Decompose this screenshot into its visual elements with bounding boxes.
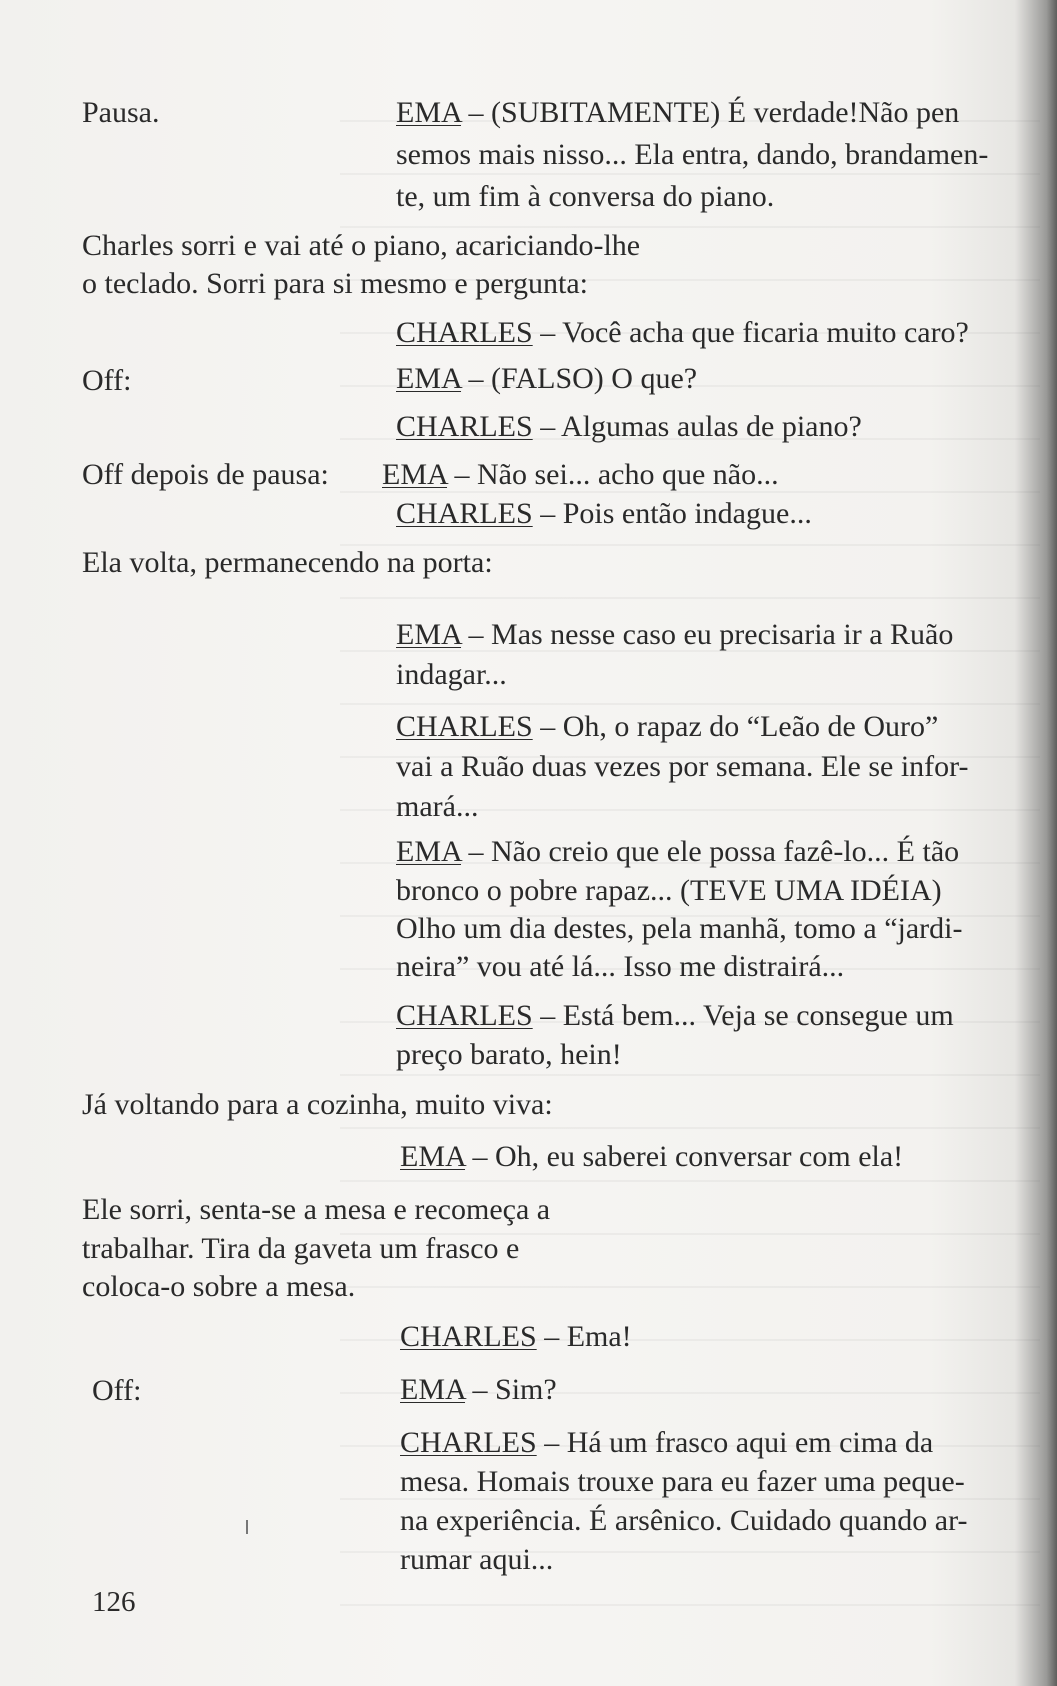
speaker-name: CHARLES — [396, 497, 533, 530]
dialogue-line — [400, 1140, 903, 1174]
stage-direction: o teclado. Sorri para si mesmo e pergunta: — [82, 267, 588, 300]
dialogue-continuation: semos mais nisso... Ela entra, dando, brandamen- — [396, 138, 989, 171]
stage-direction: Ele sorri, senta-se a mesa e recomeça a — [82, 1193, 551, 1226]
dialogue-text: – Algumas aulas de piano? — [532, 410, 862, 443]
dialogue-line — [396, 710, 938, 744]
dialogue-text: – Oh, eu saberei conversar com ela! — [465, 1140, 904, 1173]
dialogue-line — [396, 618, 953, 652]
dialogue-continuation: rumar aqui... — [400, 1543, 554, 1576]
stage-direction-pausa: Pausa. — [82, 96, 160, 129]
dialogue-text: – (SUBITAMENTE) É verdade!Não pen — [461, 96, 960, 129]
dialogue-continuation: vai a Ruão duas vezes por semana. Ele se infor- — [396, 750, 969, 783]
dialogue-line — [396, 410, 862, 444]
stage-direction: Charles sorri e vai até o piano, acariciando-lhe — [82, 229, 641, 262]
dialogue-continuation: mesa. Homais trouxe para eu fazer uma peque- — [400, 1465, 965, 1498]
dialogue-line — [396, 497, 812, 531]
speaker-name: EMA — [396, 362, 462, 395]
dialogue-line — [382, 458, 779, 492]
speaker-name: CHARLES — [396, 999, 533, 1032]
dialogue-line — [396, 96, 959, 130]
dialogue-text: – Sim? — [465, 1373, 557, 1406]
dialogue-text: – Está bem... Veja se consegue um — [532, 999, 954, 1032]
dialogue-text: – Ema! — [536, 1320, 632, 1353]
dialogue-text: – Há um frasco aqui em cima da — [536, 1426, 934, 1459]
speaker-name: EMA — [396, 618, 462, 651]
dialogue-text: – Pois então indague... — [532, 497, 812, 530]
speaker-name: EMA — [396, 835, 462, 868]
dialogue-continuation: preço barato, hein! — [396, 1038, 622, 1071]
stage-direction: Ela volta, permanecendo na porta: — [82, 546, 493, 579]
dialogue-continuation: na experiência. É arsênico. Cuidado quando ar- — [400, 1504, 968, 1537]
stage-direction: trabalhar. Tira da gaveta um frasco e — [82, 1232, 520, 1265]
dialogue-text: – Oh, o rapaz do “Leão de Ouro” — [532, 710, 939, 743]
dialogue-line — [396, 362, 697, 396]
stage-direction: coloca-o sobre a mesa. — [82, 1270, 356, 1303]
dialogue-line — [400, 1320, 632, 1354]
dialogue-text: – Você acha que ficaria muito caro? — [532, 316, 969, 349]
speaker-name: EMA — [400, 1140, 466, 1173]
dialogue-line — [400, 1426, 933, 1460]
stage-direction-off: Off: — [82, 364, 132, 397]
speaker-name: EMA — [396, 96, 462, 129]
speaker-name: CHARLES — [396, 316, 533, 349]
dialogue-text: – Mas nesse caso eu precisaria ir a Ruão — [461, 618, 954, 651]
dialogue-continuation: indagar... — [396, 658, 507, 691]
dialogue-text: – Não creio que ele possa fazê-lo... É tão — [461, 835, 960, 868]
dialogue-text: – Não sei... acho que não... — [447, 458, 779, 491]
speaker-name: CHARLES — [400, 1426, 537, 1459]
dialogue-continuation: neira” vou até lá... Isso me distrairá... — [396, 950, 845, 983]
speaker-name: CHARLES — [396, 410, 533, 443]
speaker-name: CHARLES — [396, 710, 533, 743]
stage-direction-off: Off: — [92, 1374, 142, 1407]
speaker-name: EMA — [382, 458, 448, 491]
dialogue-text: – (FALSO) O que? — [461, 362, 698, 395]
dialogue-continuation: mará... — [396, 790, 479, 823]
page-number: 126 — [92, 1586, 136, 1618]
dialogue-line — [400, 1373, 557, 1407]
stage-direction: Já voltando para a cozinha, muito viva: — [82, 1088, 553, 1121]
dialogue-line — [396, 316, 969, 350]
dialogue-continuation: bronco o pobre rapaz... (TEVE UMA IDÉIA) — [396, 874, 942, 907]
speaker-name: EMA — [400, 1373, 466, 1406]
dialogue-continuation: te, um fim à conversa do piano. — [396, 180, 775, 213]
dialogue-line — [396, 835, 959, 869]
speaker-name: CHARLES — [400, 1320, 537, 1353]
dialogue-continuation: Olho um dia destes, pela manhã, tomo a “jardi- — [396, 912, 963, 945]
paper-speck — [246, 1520, 248, 1534]
dialogue-line — [396, 999, 954, 1033]
stage-direction-off-pause: Off depois de pausa: — [82, 458, 329, 491]
